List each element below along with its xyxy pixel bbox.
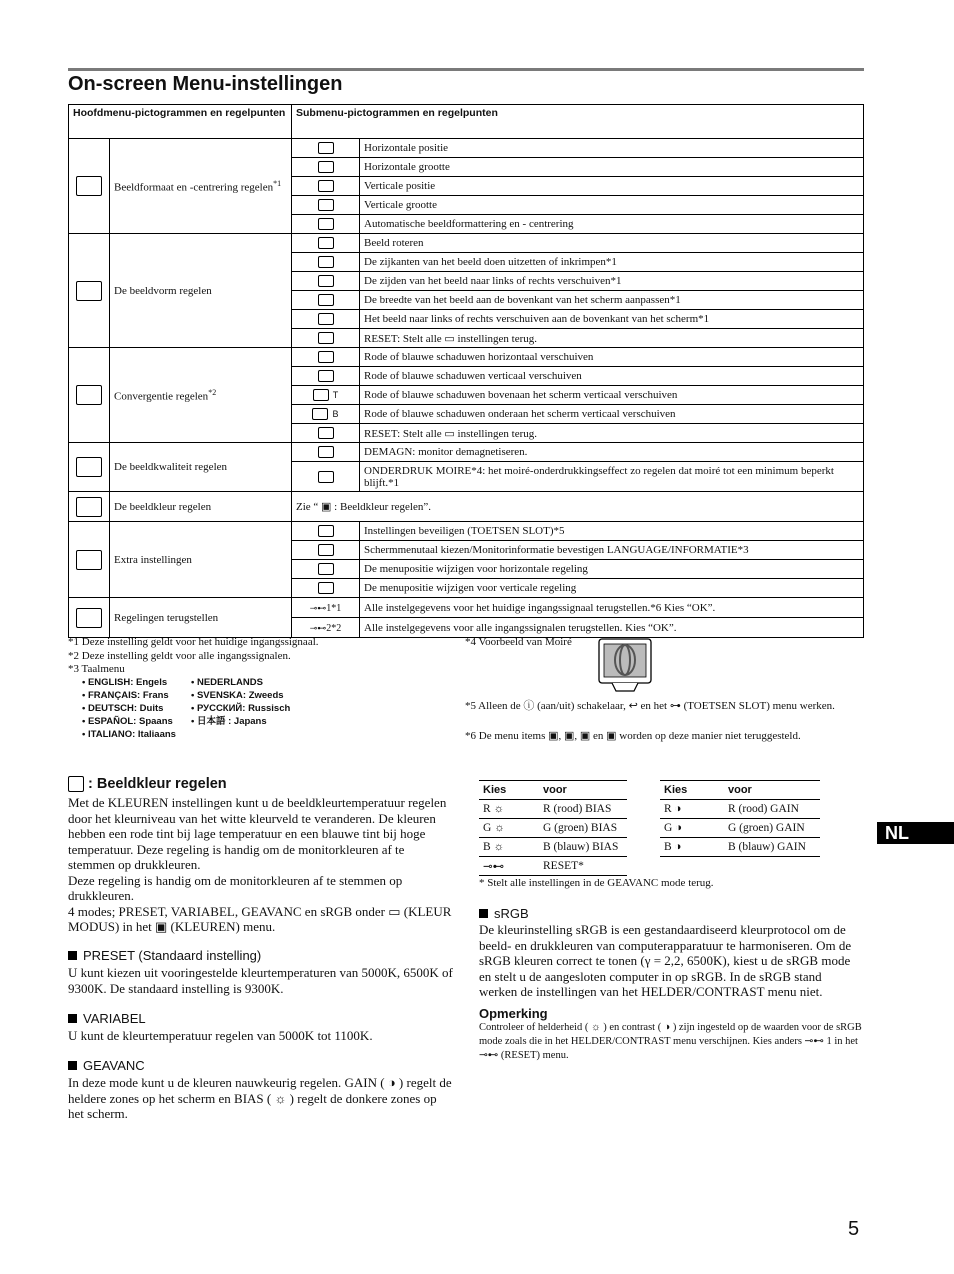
main-label: Extra instellingen [110,522,292,598]
table-row [69,598,864,618]
bias-cell: R ☼ [479,800,539,819]
sub-label: Beeld roteren [360,234,864,253]
sub-label: Rode of blauwe schaduwen horizontaal verschuiven [360,348,864,367]
variabel-text: U kunt de kleurtemperatuur regelen van 5000K tot 1100K. [68,1028,373,1043]
gain-cell: B ◑ [660,838,724,857]
sub-icon-cell [292,329,360,348]
languages-right [191,676,290,728]
footnote-2: *2 Deze instelling geldt voor alle ingangssignalen. [68,650,291,662]
top-rule [68,68,864,71]
main-icon-cell [69,139,110,234]
intro-text-3: 4 modes; PRESET, VARIABEL, GEAVANC en sRGB onder ▭ (KLEUR MODUS) in het ▣ (KLEUREN) menu. [68,903,452,934]
submenu-icon [318,351,334,363]
lang-item: • ITALIANO: Italiaans [82,729,176,740]
submenu-icon [318,471,334,483]
submenu-icon: ⊸⊷ [309,602,327,613]
sub-label: De zijkanten van het beeld doen uitzetten of inkrimpen*1 [360,253,864,272]
sub-icon-cell [292,618,360,638]
table-row [69,348,864,367]
submenu-icon [318,199,334,211]
preset-heading-text: PRESET (Standaard instelling) [83,948,262,963]
sub-icon-cell [292,598,360,618]
opmerking-text: Controleer of helderheid ( ☼ ) en contrast ( ◑ ) zijn ingesteld op de waarden voor de sRGB mode zoals die in het HELDER/CONTRAST menu verschijnen. Kies anders ⊸⊷ 1 in het ⊸⊷ (RESET) menu. [479,1022,862,1061]
submenu-icon [318,313,334,325]
submenu-icon [318,180,334,192]
table-row [69,492,864,522]
sub-label: DEMAGN: monitor demagnetiseren. [360,443,864,462]
sub-label: RESET: Stelt alle ▭ instellingen terug. [360,424,864,443]
bullet-icon [68,951,77,960]
submenu-icon [318,544,334,556]
sub-icon-cell [292,310,360,329]
submenu-icon [318,370,334,382]
head-main: Hoofdmenu-pictogrammen en regelpunten [69,105,292,139]
color-icon [68,776,84,792]
sub-label: De menupositie wijzigen voor horizontale regeling [360,560,864,579]
option-icon [76,550,102,570]
sub-icon-cell [292,196,360,215]
sub-icon-cell [292,367,360,386]
footnote-3: *3 Taalmenu [68,663,125,675]
section-heading [68,776,227,792]
lang-item: • ESPAÑOL: Spaans [82,716,173,727]
table-row [69,443,864,462]
sub-icon-cell [292,579,360,598]
table-row [69,234,864,253]
language-tab: NL [877,822,954,844]
intro-text: Met de KLEUREN instellingen kunt u de beeldkleurtemperatuur regelen door het kleurniveau van het witte kleurveld te veranderen. De kleuren hebben een rode tint bij lage temperatuur en een blauwe tint bij hoge temperatuur. Deze regeling is handig om de monitorkleuren af te stemmen op drukkleuren. [68,795,447,872]
section-heading-text: : Beeldkleur regelen [88,776,227,792]
lang-item: • 日本語 : Japans [191,716,267,727]
sub-icon-cell [292,234,360,253]
sub-label: Verticale grootte [360,196,864,215]
main-icon-cell [69,348,110,443]
sub-label: Alle instelgegevens voor alle ingangssignalen terugstellen. Kies “OK”. [360,618,864,638]
sub-label: De menupositie wijzigen voor verticale regeling [360,579,864,598]
submenu-icon [318,582,334,594]
moire-monitor-icon [598,638,652,694]
sub-label: Het beeld naar links of rechts verschuiven aan de bovenkant van het scherm*1 [360,310,864,329]
main-label: Convergentie regelen$^{*2}$ [110,348,292,443]
geometry-icon [76,281,102,301]
footnote-6: *6 De menu items ▣, ▣, ▣ en ▣ worden op deze manier niet teruggesteld. [465,730,801,742]
lang-item: • ENGLISH: Engels [82,677,168,688]
sub-label: ONDERDRUK MOIRE*4: het moiré-onderdrukkingseffect zo regelen dat moiré tot een minimum beperkt blijft.*1 [360,462,864,492]
sub-icon-suffix: B [332,408,339,419]
sub-label: Horizontale grootte [360,158,864,177]
main-icon-cell [69,522,110,598]
sub-icon-cell [292,541,360,560]
table-note: * Stelt alle instellingen in de GEAVANC mode terug. [479,877,714,889]
color-icon [76,497,102,517]
sub-icon-cell [292,272,360,291]
gain-head-voor: voor [724,781,820,800]
sub-label: Rode of blauwe schaduwen verticaal verschuiven [360,367,864,386]
main-icon-cell [69,234,110,348]
head-sub: Submenu-pictogrammen en regelpunten [292,105,864,139]
submenu-icon [318,237,334,249]
page-number: 5 [848,1218,860,1240]
preset-heading [68,948,261,963]
main-label: De beeldvorm regelen [110,234,292,348]
footnote-mark: *1 [273,178,282,188]
gain-table [660,780,820,857]
sub-label: Zie “ ▣ : Beeldkleur regelen”. [292,492,864,522]
lang-item: • SVENSKA: Zweeds [191,690,284,701]
bias-table [479,780,627,876]
bias-cell: G (groen) BIAS [539,819,627,838]
convergence-icon [76,385,102,405]
submenu-icon [318,427,334,439]
main-label: De beeldkwaliteit regelen [110,443,292,492]
variabel-heading-text: VARIABEL [83,1011,146,1026]
sub-label: RESET: Stelt alle ▭ instellingen terug. [360,329,864,348]
footnote-5: *5 Alleen de ⓘ (aan/uit) schakelaar, ↩ en het ⊶ (TOETSEN SLOT) menu werken. [465,700,835,712]
bullet-icon [479,909,488,918]
submenu-icon [313,389,329,401]
geavanc-text: In deze mode kunt u de kleuren nauwkeurig regelen. GAIN ( ◑ ) regelt de heldere zones op het scherm en BIAS ( ☼ ) regelt de donkere zones op het scherm. [68,1075,452,1121]
main-label: Regelingen terugstellen [110,598,292,638]
languages-left [82,676,176,741]
sub-icon-cell [292,253,360,272]
gain-head-kies: Kies [660,781,724,800]
submenu-icon [318,525,334,537]
srgb-heading-text: sRGB [494,906,529,921]
section-intro [68,795,453,935]
main-icon-cell [69,443,110,492]
sub-icon-cell [292,405,360,424]
sub-icon-cell [292,424,360,443]
sub-icon-cell [292,215,360,234]
gain-cell: R (rood) GAIN [724,800,820,819]
bias-cell: B (blauw) BIAS [539,838,627,857]
main-icon-cell [69,492,110,522]
screen-quality-icon [76,457,102,477]
table-row [69,522,864,541]
geavanc-heading-text: GEAVANC [83,1058,145,1073]
submenu-icon [318,142,334,154]
sub-icon-cell [292,177,360,196]
sub-icon-cell [292,291,360,310]
submenu-icon [318,563,334,575]
bias-cell: B ☼ [479,838,539,857]
footnote-4: *4 Voorbeeld van Moiré [465,636,572,648]
sub-icon-cell [292,462,360,492]
size-center-icon [76,176,102,196]
submenu-icon [318,256,334,268]
bias-cell: ⊸⊷ [479,857,539,876]
menu-table [68,104,864,638]
submenu-icon: ⊸⊷ [309,622,327,633]
sub-icon-cell [292,348,360,367]
sub-label: Alle instelgegevens voor het huidige ingangssignaal terugstellen.*6 Kies “OK”. [360,598,864,618]
bias-cell: RESET* [539,857,627,876]
intro-text-2: Deze regeling is handig om de monitorkleuren af te stemmen op drukkleuren. [68,872,403,903]
lang-item: • DEUTSCH: Duits [82,703,164,714]
bias-cell: R (rood) BIAS [539,800,627,819]
lang-item: • FRANÇAIS: Frans [82,690,169,701]
page-title: On-screen Menu-instellingen [68,73,343,95]
bias-head-kies: Kies [479,781,539,800]
bullet-icon [68,1061,77,1070]
main-label: Beeldformaat en -centrering regelen$^{*1}$ [110,139,292,234]
sub-icon-cell [292,522,360,541]
submenu-icon [318,332,334,344]
sub-icon-suffix: T [332,389,339,400]
preset-text: U kunt kiezen uit vooringestelde kleurtemperaturen van 5000K, 6500K of 9300K. De standaard instelling is 9300K. [68,965,453,996]
sub-label: Verticale positie [360,177,864,196]
sub-label: Rode of blauwe schaduwen onderaan het scherm verticaal verschuiven [360,405,864,424]
lang-item: • NEDERLANDS [191,677,263,688]
footnote-mark: *2 [208,387,217,397]
sub-icon-cell [292,139,360,158]
main-label: De beeldkleur regelen [110,492,292,522]
gain-cell: G (groen) GAIN [724,819,820,838]
gain-cell: G ◑ [660,819,724,838]
sub-icon-cell [292,560,360,579]
bias-head-voor: voor [539,781,627,800]
gain-cell: B (blauw) GAIN [724,838,820,857]
footnote-1: *1 Deze instelling geldt voor het huidige ingangssignaal. [68,636,319,648]
srgb-text: De kleurinstelling sRGB is een gestandaardiseerd kleurprotocol om de beeld- en drukkleuren van computerapparatuur te harmoniseren. Om de sRGB kleuren correct te tonen (γ = 2,2, 6500K), kiest u de sRGB mode en stelt u de aangesloten computer in op sRGB. In de sRGB stand werken de instellingen van het HELDER/CONTRAST menu niet. [479,922,852,999]
reset-suffix: 1*1 [326,602,342,614]
sub-label: Schermmenutaal kiezen/Monitorinformatie bevestigen LANGUAGE/INFORMATIE*3 [360,541,864,560]
sub-label: De zijden van het beeld naar links of rechts verschuiven*1 [360,272,864,291]
variabel-heading [68,1011,146,1026]
submenu-icon [318,161,334,173]
lang-item: • РУССКИЙ: Russisch [191,703,291,714]
submenu-icon [318,446,334,458]
reset-suffix: 2*2 [326,622,342,634]
submenu-icon [312,408,328,420]
bullet-icon [68,1014,77,1023]
sub-icon-cell [292,386,360,405]
geavanc-heading [68,1058,145,1073]
sub-label: De breedte van het beeld aan de bovenkant van het scherm aanpassen*1 [360,291,864,310]
sub-label: Horizontale positie [360,139,864,158]
reset-icon [76,608,102,628]
sub-icon-cell [292,158,360,177]
sub-label: Instellingen beveiligen (TOETSEN SLOT)*5 [360,522,864,541]
bias-cell: G ☼ [479,819,539,838]
table-row [69,139,864,158]
sub-label: Automatische beeldformattering en - centrering [360,215,864,234]
gain-cell: R ◑ [660,800,724,819]
submenu-icon [318,294,334,306]
submenu-icon [318,275,334,287]
sub-label: Rode of blauwe schaduwen bovenaan het scherm verticaal verschuiven [360,386,864,405]
sub-icon-cell [292,443,360,462]
opmerking-heading: Opmerking [479,1006,548,1021]
main-icon-cell [69,598,110,638]
submenu-icon [318,218,334,230]
srgb-heading [479,906,529,921]
